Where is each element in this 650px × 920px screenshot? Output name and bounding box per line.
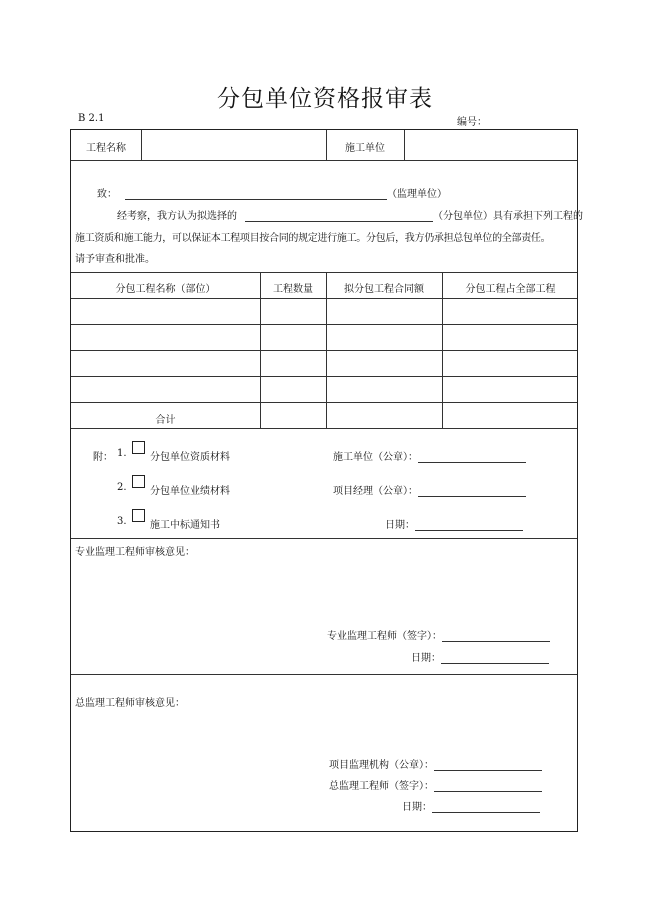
line1-prefix: 经考察，我方认为拟选择的 xyxy=(117,211,237,222)
org-seal-label: 项目监理机构（公章）： xyxy=(329,760,434,771)
specialist-date-label: 日期： xyxy=(411,653,441,664)
form-code: B 2.1 xyxy=(78,113,105,124)
specialist-date-blank[interactable] xyxy=(441,652,549,664)
col-header-name: 分包工程名称（部位） xyxy=(115,284,216,295)
page-title: 分包单位资格报审表 xyxy=(217,86,433,112)
pm-seal-label: 项目经理（公章）： xyxy=(333,486,418,497)
statement-line1 xyxy=(117,207,583,222)
attachment-text-3: 施工中标通知书 xyxy=(150,520,220,531)
line1-suffix: （分包单位）具有承担下列工程的 xyxy=(433,211,583,222)
chief-date-blank[interactable] xyxy=(432,801,540,813)
to-suffix: （监理单位） xyxy=(387,189,447,200)
statement-to xyxy=(97,185,447,200)
attachment-text-2: 分包单位业绩材料 xyxy=(150,486,230,497)
org-seal-line xyxy=(329,756,542,771)
chief-sign-line xyxy=(329,777,542,792)
chief-date-label: 日期： xyxy=(402,802,432,813)
attachment-checkbox-2[interactable] xyxy=(132,475,145,488)
attachment-num-3: 3. xyxy=(117,516,127,527)
contractor-label: 施工单位 xyxy=(345,143,385,154)
attachment-num-2: 2. xyxy=(117,482,127,493)
contractor-seal-line xyxy=(333,448,526,463)
attachments-label: 附： xyxy=(93,452,113,463)
project-name-field[interactable] xyxy=(143,132,323,158)
statement-line3: 请予审查和批准。 xyxy=(75,254,155,265)
org-seal-blank[interactable] xyxy=(434,759,542,771)
subcontractor-blank[interactable] xyxy=(245,210,433,222)
number-label: 编号： xyxy=(457,117,487,128)
attachment-checkbox-1[interactable] xyxy=(132,441,145,454)
contractor-seal-blank[interactable] xyxy=(418,451,526,463)
col-header-amount: 拟分包工程合同额 xyxy=(344,284,424,295)
contractor-seal-label: 施工单位（公章）： xyxy=(333,452,418,463)
statement-line2: 施工资质和施工能力，可以保证本工程项目按合同的规定进行施工。分包后，我方仍承担总包单位的全部责任。 xyxy=(75,233,551,244)
specialist-date-line xyxy=(411,649,549,664)
supervisor-unit-blank[interactable] xyxy=(125,188,387,200)
chief-sign-blank[interactable] xyxy=(434,780,542,792)
pm-seal-line xyxy=(333,482,526,497)
attach-date-label: 日期： xyxy=(385,520,415,531)
specialist-sign-blank[interactable] xyxy=(442,630,550,642)
attachment-text-1: 分包单位资质材料 xyxy=(150,452,230,463)
pm-seal-blank[interactable] xyxy=(418,485,526,497)
chief-review-heading: 总监理工程师审核意见： xyxy=(75,698,185,709)
to-label: 致： xyxy=(97,189,117,200)
contractor-field[interactable] xyxy=(407,132,575,158)
specialist-sign-label: 专业监理工程师（签字）： xyxy=(327,631,442,642)
chief-sign-label: 总监理工程师（签字）： xyxy=(329,781,434,792)
attachment-checkbox-3[interactable] xyxy=(132,509,145,522)
attach-date-blank[interactable] xyxy=(415,519,523,531)
total-label: 合计 xyxy=(155,415,176,426)
col-header-percentage: 分包工程占全部工程 xyxy=(465,284,556,295)
approval-form xyxy=(70,129,583,832)
specialist-review-heading: 专业监理工程师审核意见： xyxy=(75,547,195,558)
chief-date-line xyxy=(402,798,540,813)
project-name-label: 工程名称 xyxy=(86,143,126,154)
col-header-quantity: 工程数量 xyxy=(273,284,313,295)
specialist-sign-line xyxy=(327,627,550,642)
attachment-num-1: 1. xyxy=(117,448,127,459)
attach-date-line xyxy=(385,516,523,531)
